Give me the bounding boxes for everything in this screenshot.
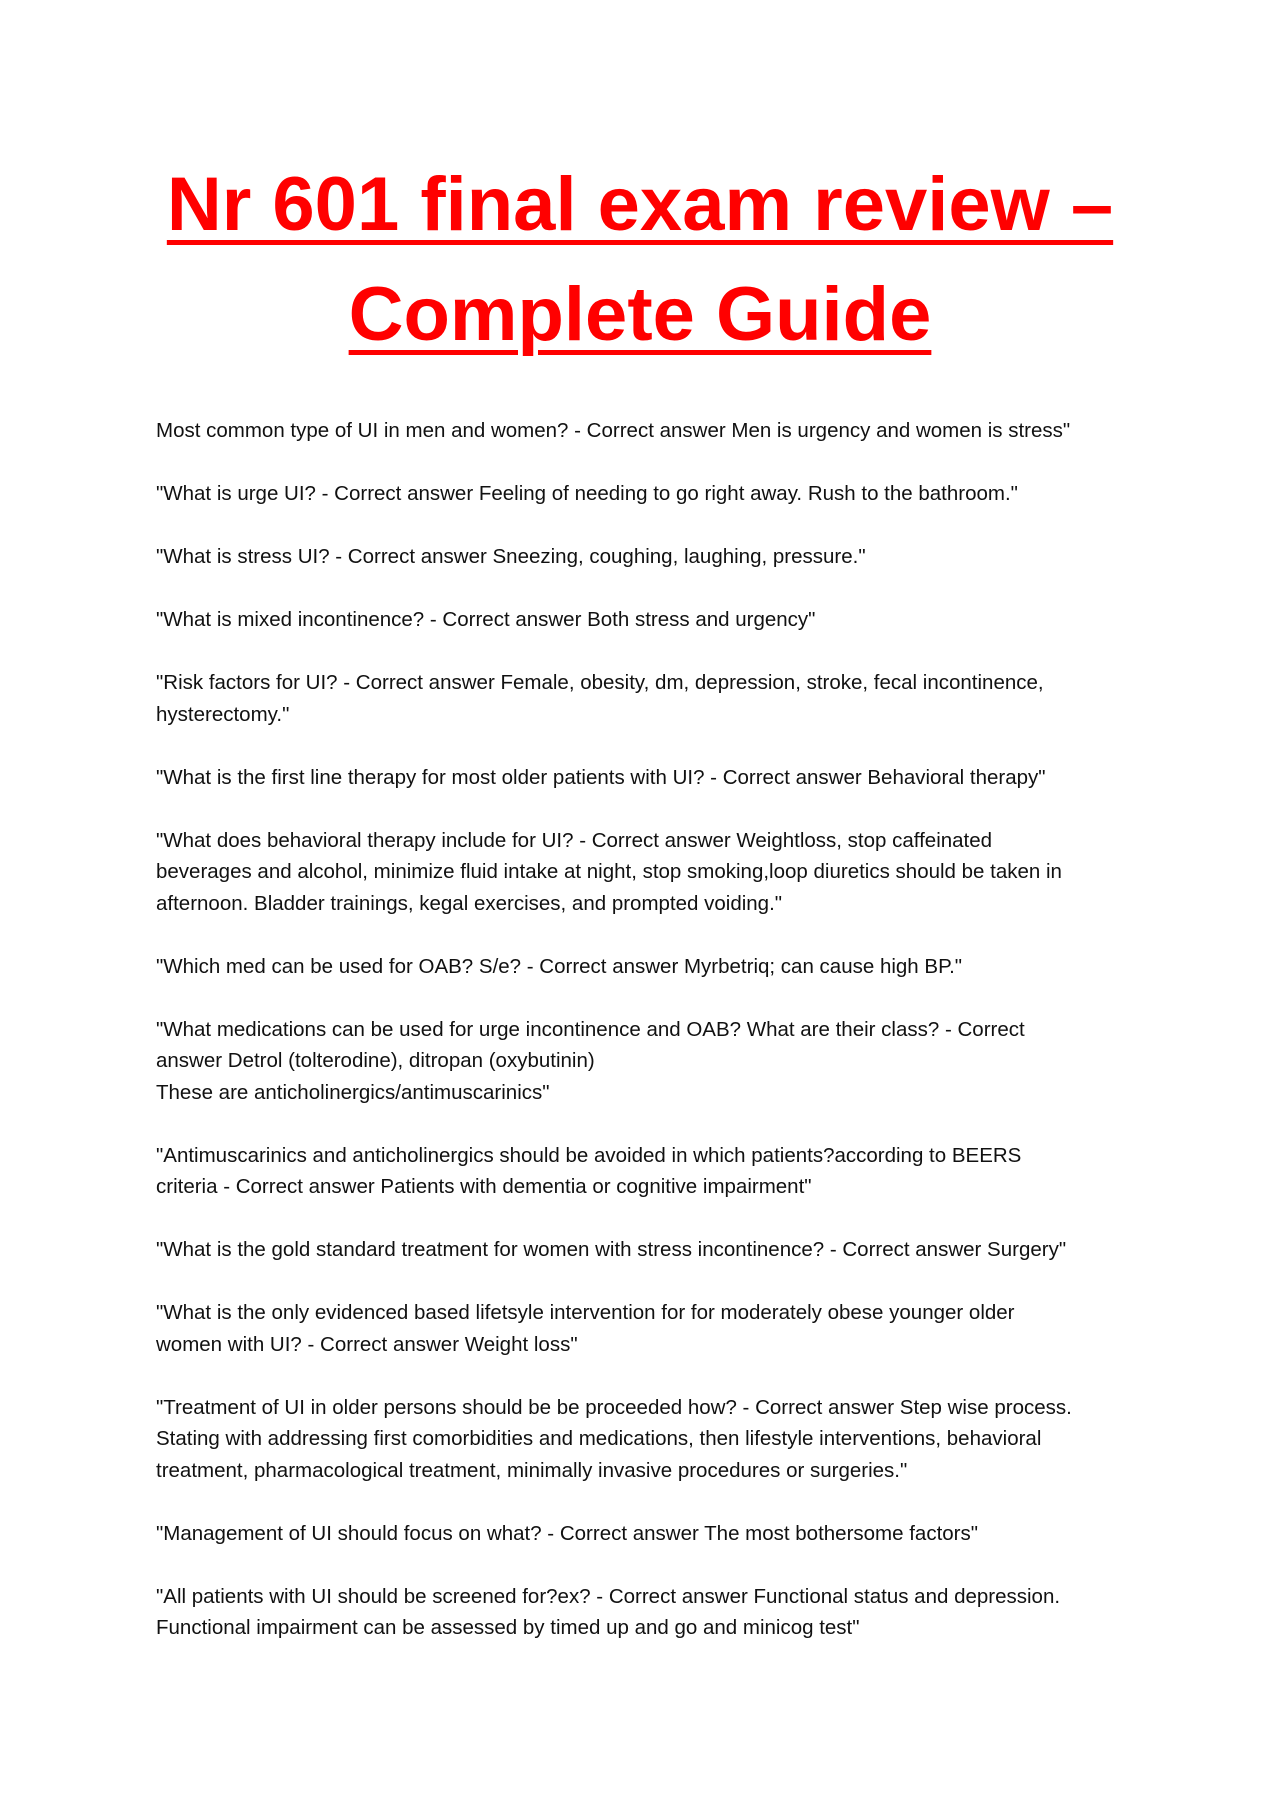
qa-entry: "What is urge UI? - Correct answer Feeling of needing to go right away. Rush to the bathroom.": [156, 482, 1018, 505]
qa-entry: "What is the first line therapy for most older patients with UI? - Correct answer Behavioral therapy": [156, 765, 1046, 789]
qa-entry: "Risk factors for UI? - Correct answer Female, obesity, dm, depression, stroke, fecal incontinence, hysterectomy.": [156, 671, 1044, 726]
qa-entry: "All patients with UI should be screened for?ex? - Correct answer Functional status and depression. Functional impairment can be assessed by timed up and go and minicog test": [156, 1584, 1061, 1639]
title-line-2: Complete Guide: [348, 272, 932, 357]
qa-entry: "Which med can be used for OAB? S/e? - Correct answer Myrbetriq; can cause high BP.": [156, 954, 963, 978]
qa-entry: "What does behavioral therapy include for UI? - Correct answer Weightloss, stop caffeinated beverages and alcohol, minimize fluid intake at night, stop smoking,loop diuretics should be taken in afternoon. Bladder trainings, kegal exercises, and prompted voiding.": [156, 828, 1062, 915]
qa-entry: "What medications can be used for urge incontinence and OAB? What are their class? - Correct answer Detrol (tolterodine), ditropan (oxybutinin) These are anticholinergics/antimuscarinics": [156, 1017, 1025, 1104]
title-line-1: Nr 601 final exam review –: [166, 162, 1114, 247]
qa-entry: "Antimuscarinics and anticholinergics should be avoided in which patients?according to BEERS criteria - Correct answer Patients with dementia or cognitive impairment": [156, 1143, 1022, 1198]
qa-entry: "What is stress UI? - Correct answer Sneezing, coughing, laughing, pressure.": [156, 545, 866, 568]
qa-entry: Most common type of UI in men and women? - Correct answer Men is urgency and women is stress": [156, 419, 1071, 442]
document-body: [156, 415, 1146, 1675]
qa-entry: "Management of UI should focus on what? - Correct answer The most bothersome factors": [156, 1521, 979, 1545]
qa-entry: "What is the gold standard treatment for women with stress incontinence? - Correct answer Surgery": [156, 1238, 1067, 1261]
qa-entry: "What is mixed incontinence? - Correct answer Both stress and urgency": [156, 608, 816, 631]
qa-entry: "Treatment of UI in older persons should be be proceeded how? - Correct answer Step wise process. Stating with addressing first comorbidities and medications, then lifestyle interventions, behavioral treatment, pharmacological treatment, minimally invasive procedures or surgeries.": [156, 1395, 1072, 1482]
qa-entry: "What is the only evidenced based lifetsyle intervention for for moderately obese younger older women with UI? - Correct answer Weight loss": [156, 1301, 1015, 1356]
page-title: [100, 150, 1180, 370]
